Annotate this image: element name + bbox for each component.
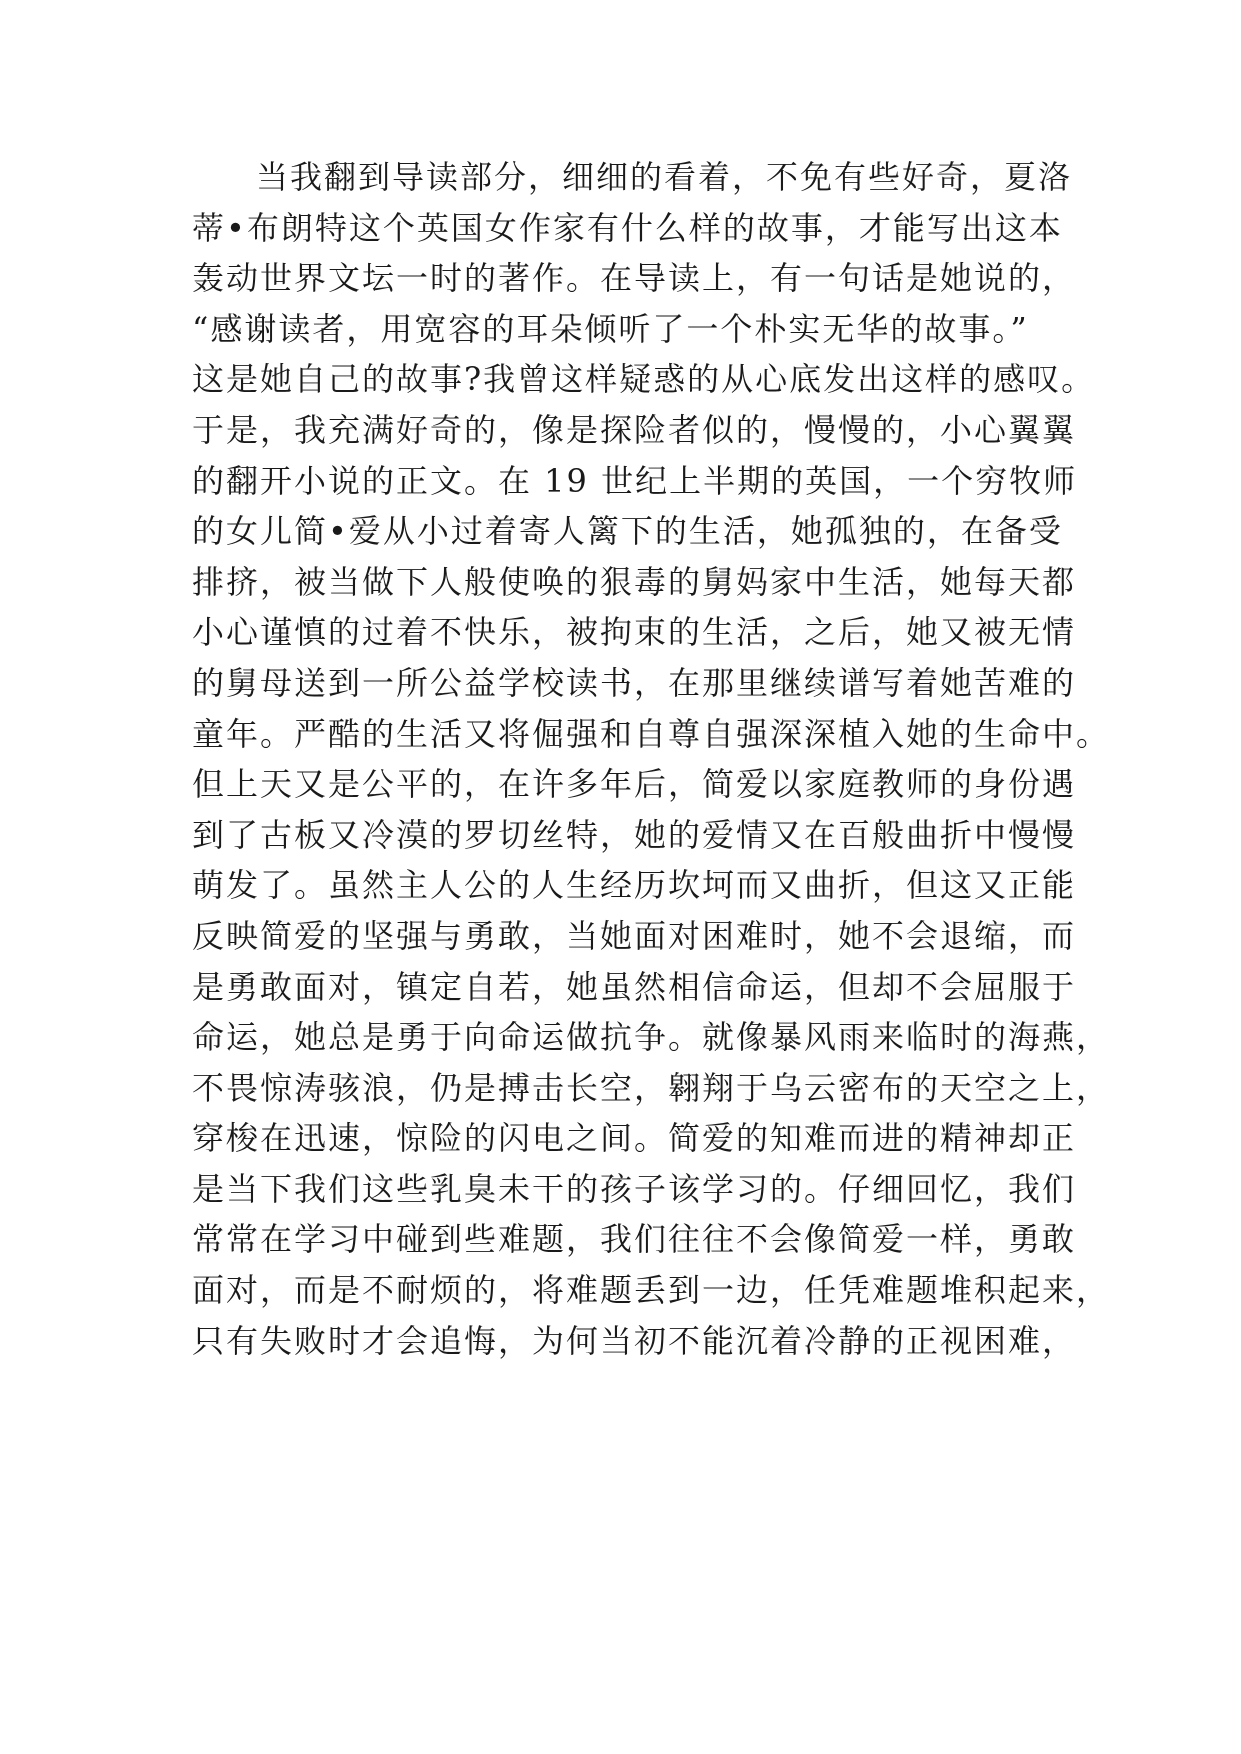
text-line: 只有失败时才会追悔，为何当初不能沉着冷静的正视困难， <box>192 1321 1077 1360</box>
body-text <box>192 152 1111 1366</box>
text-line: 排挤，被当做下人般使唤的狠毒的舅妈家中生活，她每天都 <box>192 562 1077 601</box>
text-line: 萌发了。虽然主人公的人生经历坎坷而又曲折，但这又正能 <box>192 866 1077 905</box>
text-line: 小心谨慎的过着不快乐，被拘束的生活，之后，她又被无情 <box>192 613 1077 652</box>
text-line: 穿梭在迅速，惊险的闪电之间。简爱的知难而进的精神却正 <box>192 1119 1077 1158</box>
text-line: 的女儿简•爱从小过着寄人篱下的生活，她孤独的，在备受 <box>192 512 1063 551</box>
text-line: 童年。严酷的生活又将倔强和自尊自强深深植入她的生命中。 <box>192 714 1111 753</box>
text-line: 常常在学习中碰到些难题，我们往往不会像简爱一样，勇敢 <box>192 1220 1077 1259</box>
text-line: 是当下我们这些乳臭未干的孩子该学习的。仔细回忆，我们 <box>192 1169 1077 1208</box>
text-line: 的舅母送到一所公益学校读书，在那里继续谱写着她苦难的 <box>192 663 1077 702</box>
text-line: 不畏惊涛骇浪，仍是搏击长空，翱翔于乌云密布的天空之上， <box>192 1068 1111 1107</box>
text-line: 轰动世界文坛一时的著作。在导读上，有一句话是她说的， <box>192 259 1077 298</box>
text-line: 到了古板又冷漠的罗切丝特，她的爱情又在百般曲折中慢慢 <box>192 815 1077 854</box>
text-line: 面对，而是不耐烦的，将难题丢到一边，任凭难题堆积起来， <box>192 1271 1111 1310</box>
text-line: 反映简爱的坚强与勇敢，当她面对困难时，她不会退缩，而 <box>192 916 1077 955</box>
text-line: 但上天又是公平的，在许多年后，简爱以家庭教师的身份遇 <box>192 765 1077 804</box>
text-line: 的翻开小说的正文。在 19 世纪上半期的英国，一个穷牧师 <box>192 461 1078 500</box>
text-line: 于是，我充满好奇的，像是探险者似的，慢慢的，小心翼翼 <box>192 410 1077 449</box>
text-line: 命运，她总是勇于向命运做抗争。就像暴风雨来临时的海燕， <box>192 1018 1111 1057</box>
text-line: “感谢读者，用宽容的耳朵倾听了一个朴实无华的故事。” <box>192 309 1029 348</box>
text-line: 蒂•布朗特这个英国女作家有什么样的故事，才能写出这本 <box>192 208 1063 247</box>
text-line: 这是她自己的故事?我曾这样疑惑的从心底发出这样的感叹。 <box>192 360 1096 399</box>
text-line: 当我翻到导读部分，细细的看着，不免有些好奇，夏洛 <box>256 158 1073 196</box>
text-line: 是勇敢面对，镇定自若，她虽然相信命运，但却不会屈服于 <box>192 967 1077 1006</box>
